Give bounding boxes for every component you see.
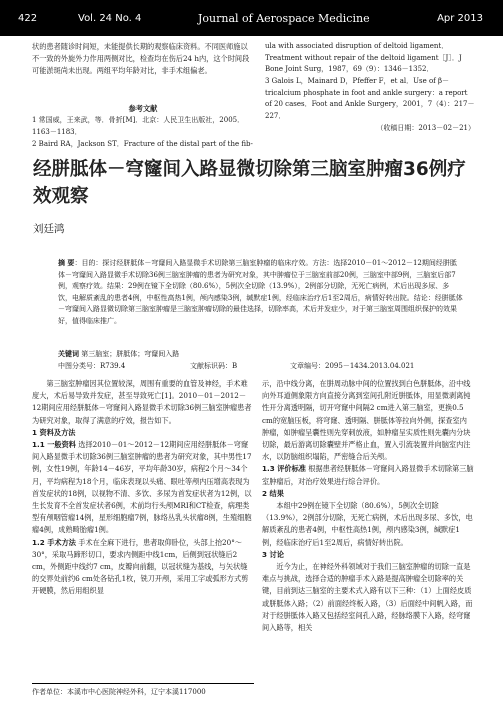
reference-2: 2 Baird RA，Jackson ST．Fracture of the distal part of the fib- bbox=[32, 140, 253, 148]
section-1-2-heading: 1.2 手术方法 bbox=[32, 537, 76, 547]
section-2-text: 本组中29例在镜下全切除（80.6%），5例次全切除（13.9%），2例部分切除，无死亡病例，术后出现多尿、多饮，电解质紊乱的患者4例，中枢性高热1例，颅内感染3例，缄默症1例，经临床治疗后1至2周后，病情好转出院。 bbox=[262, 501, 473, 547]
article-number: 文章编号：2095－1434.2013.04.021 bbox=[290, 362, 415, 370]
section-1-3 bbox=[262, 463, 474, 487]
page-number: 422 bbox=[18, 12, 38, 24]
section-1-3-text: 根据患者经胼胝体－穹窿间入路显微手术切除第三脑室肿瘤后，对治疗效果进行综合评价。 bbox=[262, 464, 474, 486]
section-1-3-heading: 1.3 评价标准 bbox=[262, 464, 306, 474]
section-3-text: 近今为止，在神经外科领域对于我们三脑室肿瘤的切除一直是难点与挑战，选择合适的肿瘤手术入路是提高肿瘤全切除率的关键，目前到达三脑室的主要术式入路有以下三种：（1）上面经皮质或胼胝体入路；（2）前面经终板入路，（3）后面经中间帆入路，而对于经胼胝体入路又包括经室间孔入路，经脉络膜下入路，经穹窿间入路等，相关 bbox=[262, 562, 473, 633]
keywords bbox=[58, 349, 463, 360]
keywords-text: 第三脑室；胼胝体；穹窿间入路 bbox=[81, 350, 180, 358]
references-heading: 参考文献 bbox=[128, 104, 158, 113]
section-1-2 bbox=[32, 537, 254, 598]
volume-issue: Vol. 24 No. 4 bbox=[78, 12, 142, 24]
footnote-rule bbox=[32, 683, 254, 684]
section-1-heading: 1 资料及方法 bbox=[32, 427, 76, 437]
reference-2-continued: ula with associated disruption of deltoid ligament．Treatment without repair of the deltoid ligament［J］．J Bone Joint Surg，1987，69（9）：1346－1352． bbox=[265, 42, 462, 73]
section-1-1-text: 选择2010－01～2012－12期间应用经胼胝体－穹窿间入路显微手术切除36例三脑室肿瘤的患者为研究对象，其中男性17例，女性19例，年龄14－46岁，平均年龄30岁，病程2个月～34个月，平均病程为18个月，临床表现以头痛、眼吐等颅内压增高表现为首发症状的18例，以视物不清、多饮、多尿为首发症状者为12例，以生长发育不全首发症状者6例，术前均行头颅MRI和CT检查，病理类型有颅咽管瘤14例，星形细胞瘤7例，脉络丛乳头状瘤8例，生殖细胞瘤4例，成熟畸胎瘤1例。 bbox=[32, 440, 252, 535]
section-1-2-continued: 示，沿中线分离，在胼周动脉中间的位置找到白色胼胝体，沿中线向外耳道侧象限方向直接分离到室间孔附近胼胝体，用显微剥离钝性开分离透明隔，切开穹窿中间隔2 cm进入第三脑室，更换0.5 cm的宽脑压板，将穹窿、透明隔、胼胝体等拉向外侧，探查室内肿瘤，如肿瘤呈囊性则先穿刺放液，如肿瘤呈实质性则先囊内分块切除，最后游离切除囊壁并严格止血，置入引流装置并向脑室内注水，以防脑组织塌陷，严密缝合后关颅。 bbox=[262, 379, 471, 462]
classification-line bbox=[58, 361, 478, 371]
author-affiliation-footnote: 作者单位：本溪市中心医院神经外科，辽宁本溪117000 bbox=[32, 688, 206, 696]
article-title: 经胼胝体－穹窿间入路显微切除第三脑室肿瘤36例疗效观察 bbox=[33, 159, 466, 207]
abstract-label: 摘 要 bbox=[58, 259, 75, 267]
section-1-1 bbox=[32, 439, 254, 537]
body-right-column bbox=[262, 378, 474, 634]
journal-header bbox=[0, 0, 503, 36]
section-1-1-heading: 1.1 一般资料 bbox=[32, 440, 76, 450]
previous-article-paragraph: 状的患者随诊时间短，未能提供长期的观察临床资料。不同医师施以不一致的外旋外力作用两侧对比，检查均在伤后24 h内，这个时间段可能淤斑尚未出现。两组平均年龄对比，非手术组偏老。 bbox=[32, 42, 250, 76]
section-3-heading: 3 讨论 bbox=[262, 549, 284, 559]
document-code: 文献标识码：B bbox=[190, 362, 238, 370]
section-2-heading: 2 结果 bbox=[262, 488, 284, 498]
keywords-label: 关键词 bbox=[58, 350, 79, 358]
journal-title: Journal of Aerospace Medicine bbox=[198, 11, 370, 25]
intro-paragraph: 第三脑室肿瘤因其位置较深，周围有重要的血管及神经，手术难度大，术后易导致并发症，甚至导致死亡[1]。2010－01－2012－12期间应用经胼胝体－穹窿间入路显微手术切除36例三脑室肿瘤患者为研究对象，取得了满意的疗效，报告如下。 bbox=[32, 379, 252, 425]
reference-3: 3 Galois L，Mainard D，Pfeffer F，et al．Use of β－tricalcium phosphate in foot and ankle surgery：a report of 20 cases．Foot and Ankle Surgery，2001，7（4）：217－227． bbox=[265, 77, 475, 120]
body-left-column bbox=[32, 378, 254, 598]
abstract: 摘 要：目的：探讨经胼胝体－穹窿间入路显微手术切除第三脑室肿瘤的临床疗效。方法：选择2010－01～2012－12期间经胼胝体－穹窿间入路显微手术切除36例三脑室肿瘤的患者为研究对象，其中肿瘤位于三脑室前部20例，三脑室中部9例，三脑室后部7例，观察疗效。结果：29例在镜下全切除（80.6%），5例次全切除（13.9%），2例部分切除，无死亡病例，术后出现多尿、多饮，电解质紊乱的患者4例，中枢性高热1例，颅内感染3例，缄默症1例，经临床治疗后1至2周后，病情好转出院。结论：经胼胝体－穹窿间入路显微切除第三脑室肿瘤是三脑室肿瘤切除的最佳选择，切除率高，术后并发症少，对于第三脑室周围组织保护的效果好，值得临床推广。 bbox=[58, 259, 463, 325]
author-name: 刘廷鸿 bbox=[33, 223, 65, 235]
received-date: （收稿日期：2013－02－21） bbox=[376, 124, 475, 132]
abstract-text: 目的：探讨经胼胝体－穹窿间入路显微手术切除第三脑室肿瘤的临床疗效。方法：选择2010－01～2012－12期间经胼胝体－穹窿间入路显微手术切除36例三脑室肿瘤的患者为研究对象，其中肿瘤位于三脑室前部20例，三脑室中部9例，三脑室后部7例，观察疗效。结果：29例在镜下全切除（80.6%），5例次全切除（13.9%），2例部分切除，无死亡病例，术后出现多尿、多饮，电解质紊乱的患者4例，中枢性高热1例，颅内感染3例，缄默症1例，经临床治疗后1至2周后，病情好转出院。结论：经胼胝体－穹窿间入路显微切除第三脑室肿瘤是三脑室肿瘤切除的最佳选择，切除率高，术后并发症少，对于第三脑室周围组织保护的效果好，值得临床推广。 bbox=[58, 259, 463, 325]
clc-number: 中图分类号：R739.4 bbox=[58, 362, 126, 370]
section-1-2-text: 手术在全麻下进行，患者取仰卧位，头部上抬20°～30°，采取马蹄形切口，要求内侧距中线1cm，后侧到冠状缝后2 cm，外侧距中线约7 cm，皮瓣向前翻，以冠状缝为基线，与矢状缝的交界处前约6 cm处各钻孔1枚，铣刀开颅，采用工字或弧形方式剪开硬膜，然后用组织显 bbox=[32, 537, 249, 596]
reference-1: 1 常国威，王来武，等．骨折[M]．北京：人民卫生出版社，2005．1163－1183． bbox=[32, 116, 245, 136]
issue-date: Apr 2013 bbox=[437, 12, 483, 24]
